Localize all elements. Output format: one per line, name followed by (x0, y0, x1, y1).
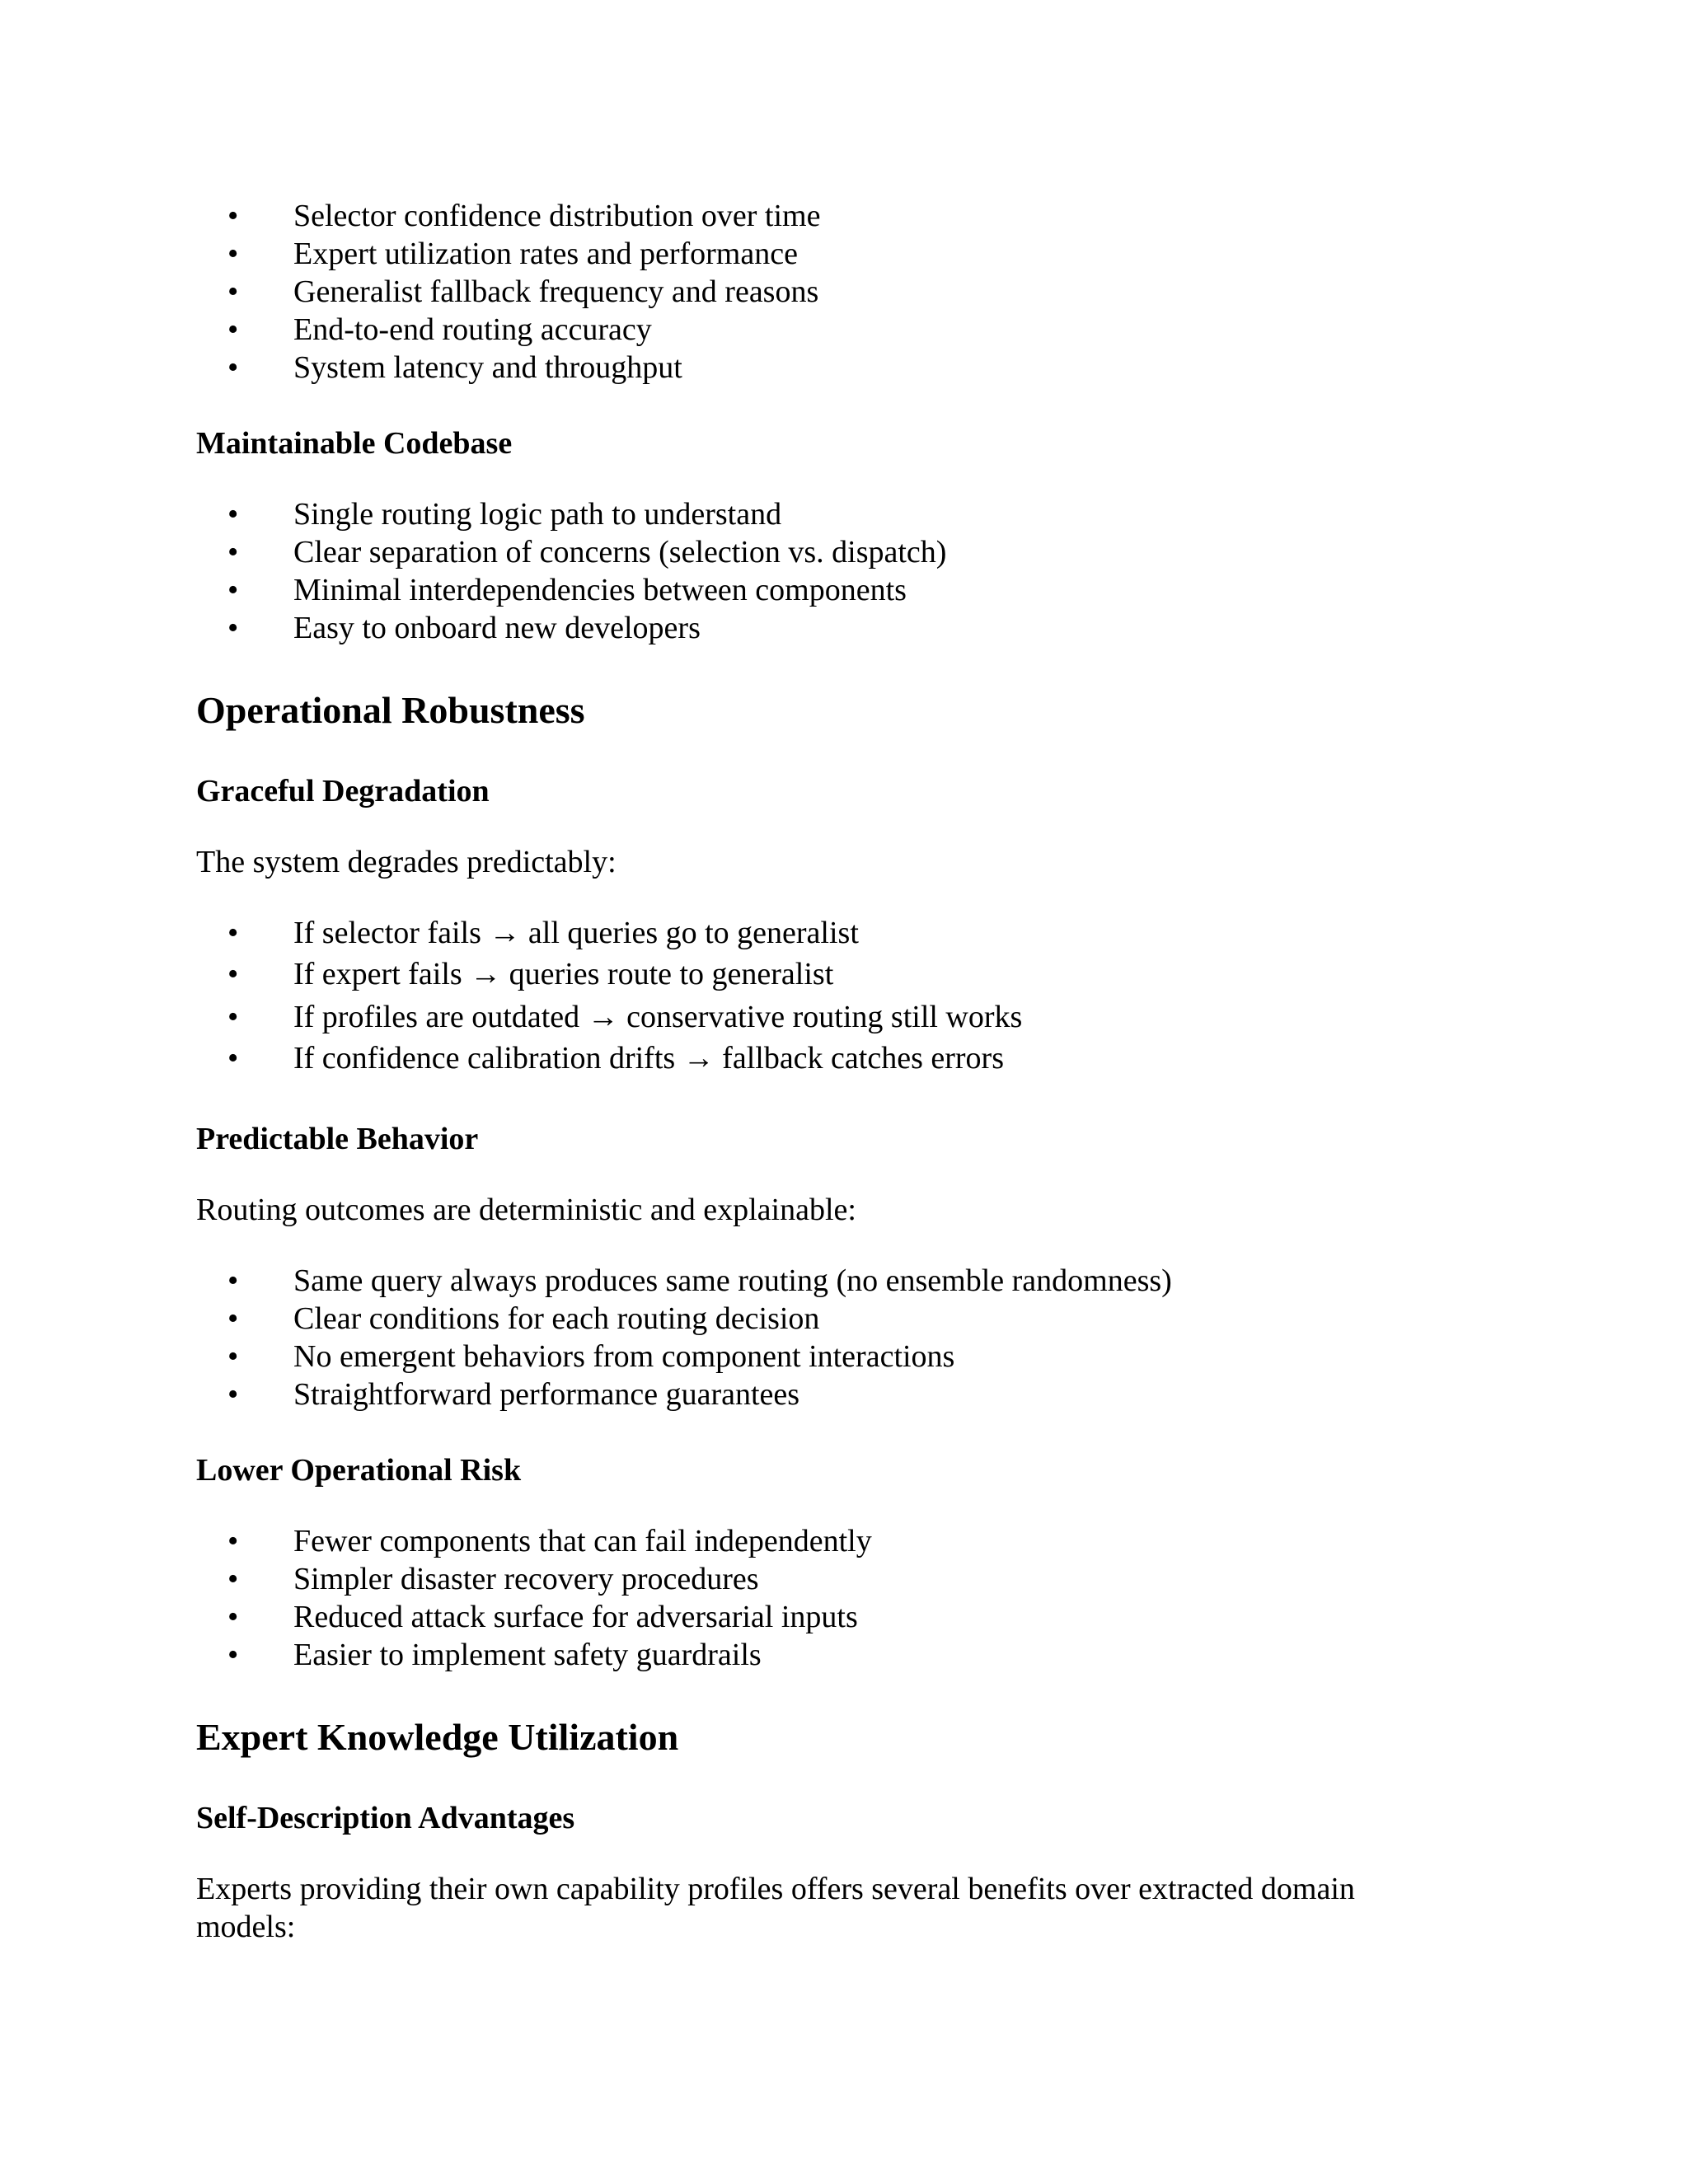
heading-expert-knowledge-utilization: Expert Knowledge Utilization (196, 1716, 679, 1758)
paragraph-predictable-intro: Routing outcomes are deterministic and explainable: (196, 1193, 856, 1227)
list-item-text: Simpler disaster recovery procedures (293, 1562, 759, 1596)
list-item-text: Easy to onboard new developers (293, 611, 701, 645)
list-item (0, 1038, 1688, 1078)
list-item-text: No emergent behaviors from component interactions (293, 1339, 955, 1374)
bullet-icon: • (227, 274, 239, 309)
bullet-icon: • (227, 535, 239, 569)
list-item-text: Fewer components that can fail independently (293, 1524, 872, 1558)
list-item (0, 913, 1688, 953)
list-item (0, 1597, 1688, 1637)
bullet-icon: • (227, 573, 239, 607)
list-item (0, 1299, 1688, 1338)
bullet-icon: • (227, 1041, 239, 1076)
list-item-text: Expert utilization rates and performance (293, 237, 798, 271)
heading-maintainable-codebase: Maintainable Codebase (196, 426, 513, 461)
bullet-icon: • (227, 1263, 239, 1298)
list-item-text: Reduced attack surface for adversarial inputs (293, 1600, 858, 1634)
list-item-text: Clear separation of concerns (selection vs. dispatch) (293, 535, 947, 569)
list-item-text: System latency and throughput (293, 350, 682, 385)
heading-lower-operational-risk: Lower Operational Risk (196, 1453, 522, 1488)
paragraph-self-description-line1: Experts providing their own capability profiles offers several benefits over extracted domain (196, 1872, 1355, 1906)
list-item (0, 954, 1688, 994)
list-item-text: Easier to implement safety guardrails (293, 1638, 762, 1672)
bullet-icon: • (227, 1600, 239, 1634)
list-item-text: If confidence calibration drifts → fallback catches errors (293, 1041, 1004, 1076)
list-item (0, 1261, 1688, 1301)
list-item (0, 608, 1688, 648)
bullet-icon: • (227, 1339, 239, 1374)
list-item (0, 532, 1688, 572)
bullet-icon: • (227, 611, 239, 645)
bullet-icon: • (227, 1524, 239, 1558)
list-item (0, 1559, 1688, 1599)
list-item-text: Clear conditions for each routing decision (293, 1301, 820, 1336)
bullet-icon: • (227, 1562, 239, 1596)
list-item-text: Generalist fallback frequency and reasons (293, 274, 819, 309)
bullet-icon: • (227, 1301, 239, 1336)
bullet-icon: • (227, 312, 239, 347)
list-item-text: End-to-end routing accuracy (293, 312, 652, 347)
paragraph-graceful-intro: The system degrades predictably: (196, 845, 617, 879)
bullet-icon: • (227, 1638, 239, 1672)
list-item (0, 310, 1688, 349)
list-item-text: Selector confidence distribution over time (293, 199, 821, 233)
heading-predictable-behavior: Predictable Behavior (196, 1122, 479, 1156)
bullet-icon: • (227, 237, 239, 271)
list-item (0, 1375, 1688, 1414)
list-item (0, 234, 1688, 274)
list-item-text: If expert fails → queries route to generalist (293, 957, 834, 991)
list-item-text: Single routing logic path to understand (293, 497, 782, 532)
bullet-icon: • (227, 1377, 239, 1412)
list-item-text: Minimal interdependencies between components (293, 573, 907, 607)
list-item (0, 348, 1688, 387)
list-item (0, 1521, 1688, 1561)
list-item-text: Straightforward performance guarantees (293, 1377, 800, 1412)
list-item-text: If selector fails → all queries go to generalist (293, 916, 859, 950)
bullet-icon: • (227, 1000, 239, 1034)
heading-operational-robustness: Operational Robustness (196, 689, 585, 731)
list-item-text: If profiles are outdated → conservative routing still works (293, 1000, 1023, 1034)
list-item-text: Same query always produces same routing (no ensemble randomness) (293, 1263, 1172, 1298)
bullet-icon: • (227, 497, 239, 532)
list-item (0, 570, 1688, 610)
bullet-icon: • (227, 199, 239, 233)
bullet-icon: • (227, 350, 239, 385)
list-item (0, 494, 1688, 534)
list-item (0, 1337, 1688, 1376)
bullet-icon: • (227, 916, 239, 950)
list-item (0, 196, 1688, 236)
list-item (0, 272, 1688, 312)
heading-graceful-degradation: Graceful Degradation (196, 774, 490, 808)
heading-self-description-advantages: Self-Description Advantages (196, 1801, 575, 1835)
bullet-icon: • (227, 957, 239, 991)
list-item (0, 997, 1688, 1037)
list-item (0, 1635, 1688, 1675)
paragraph-self-description-line2: models: (196, 1910, 296, 1944)
